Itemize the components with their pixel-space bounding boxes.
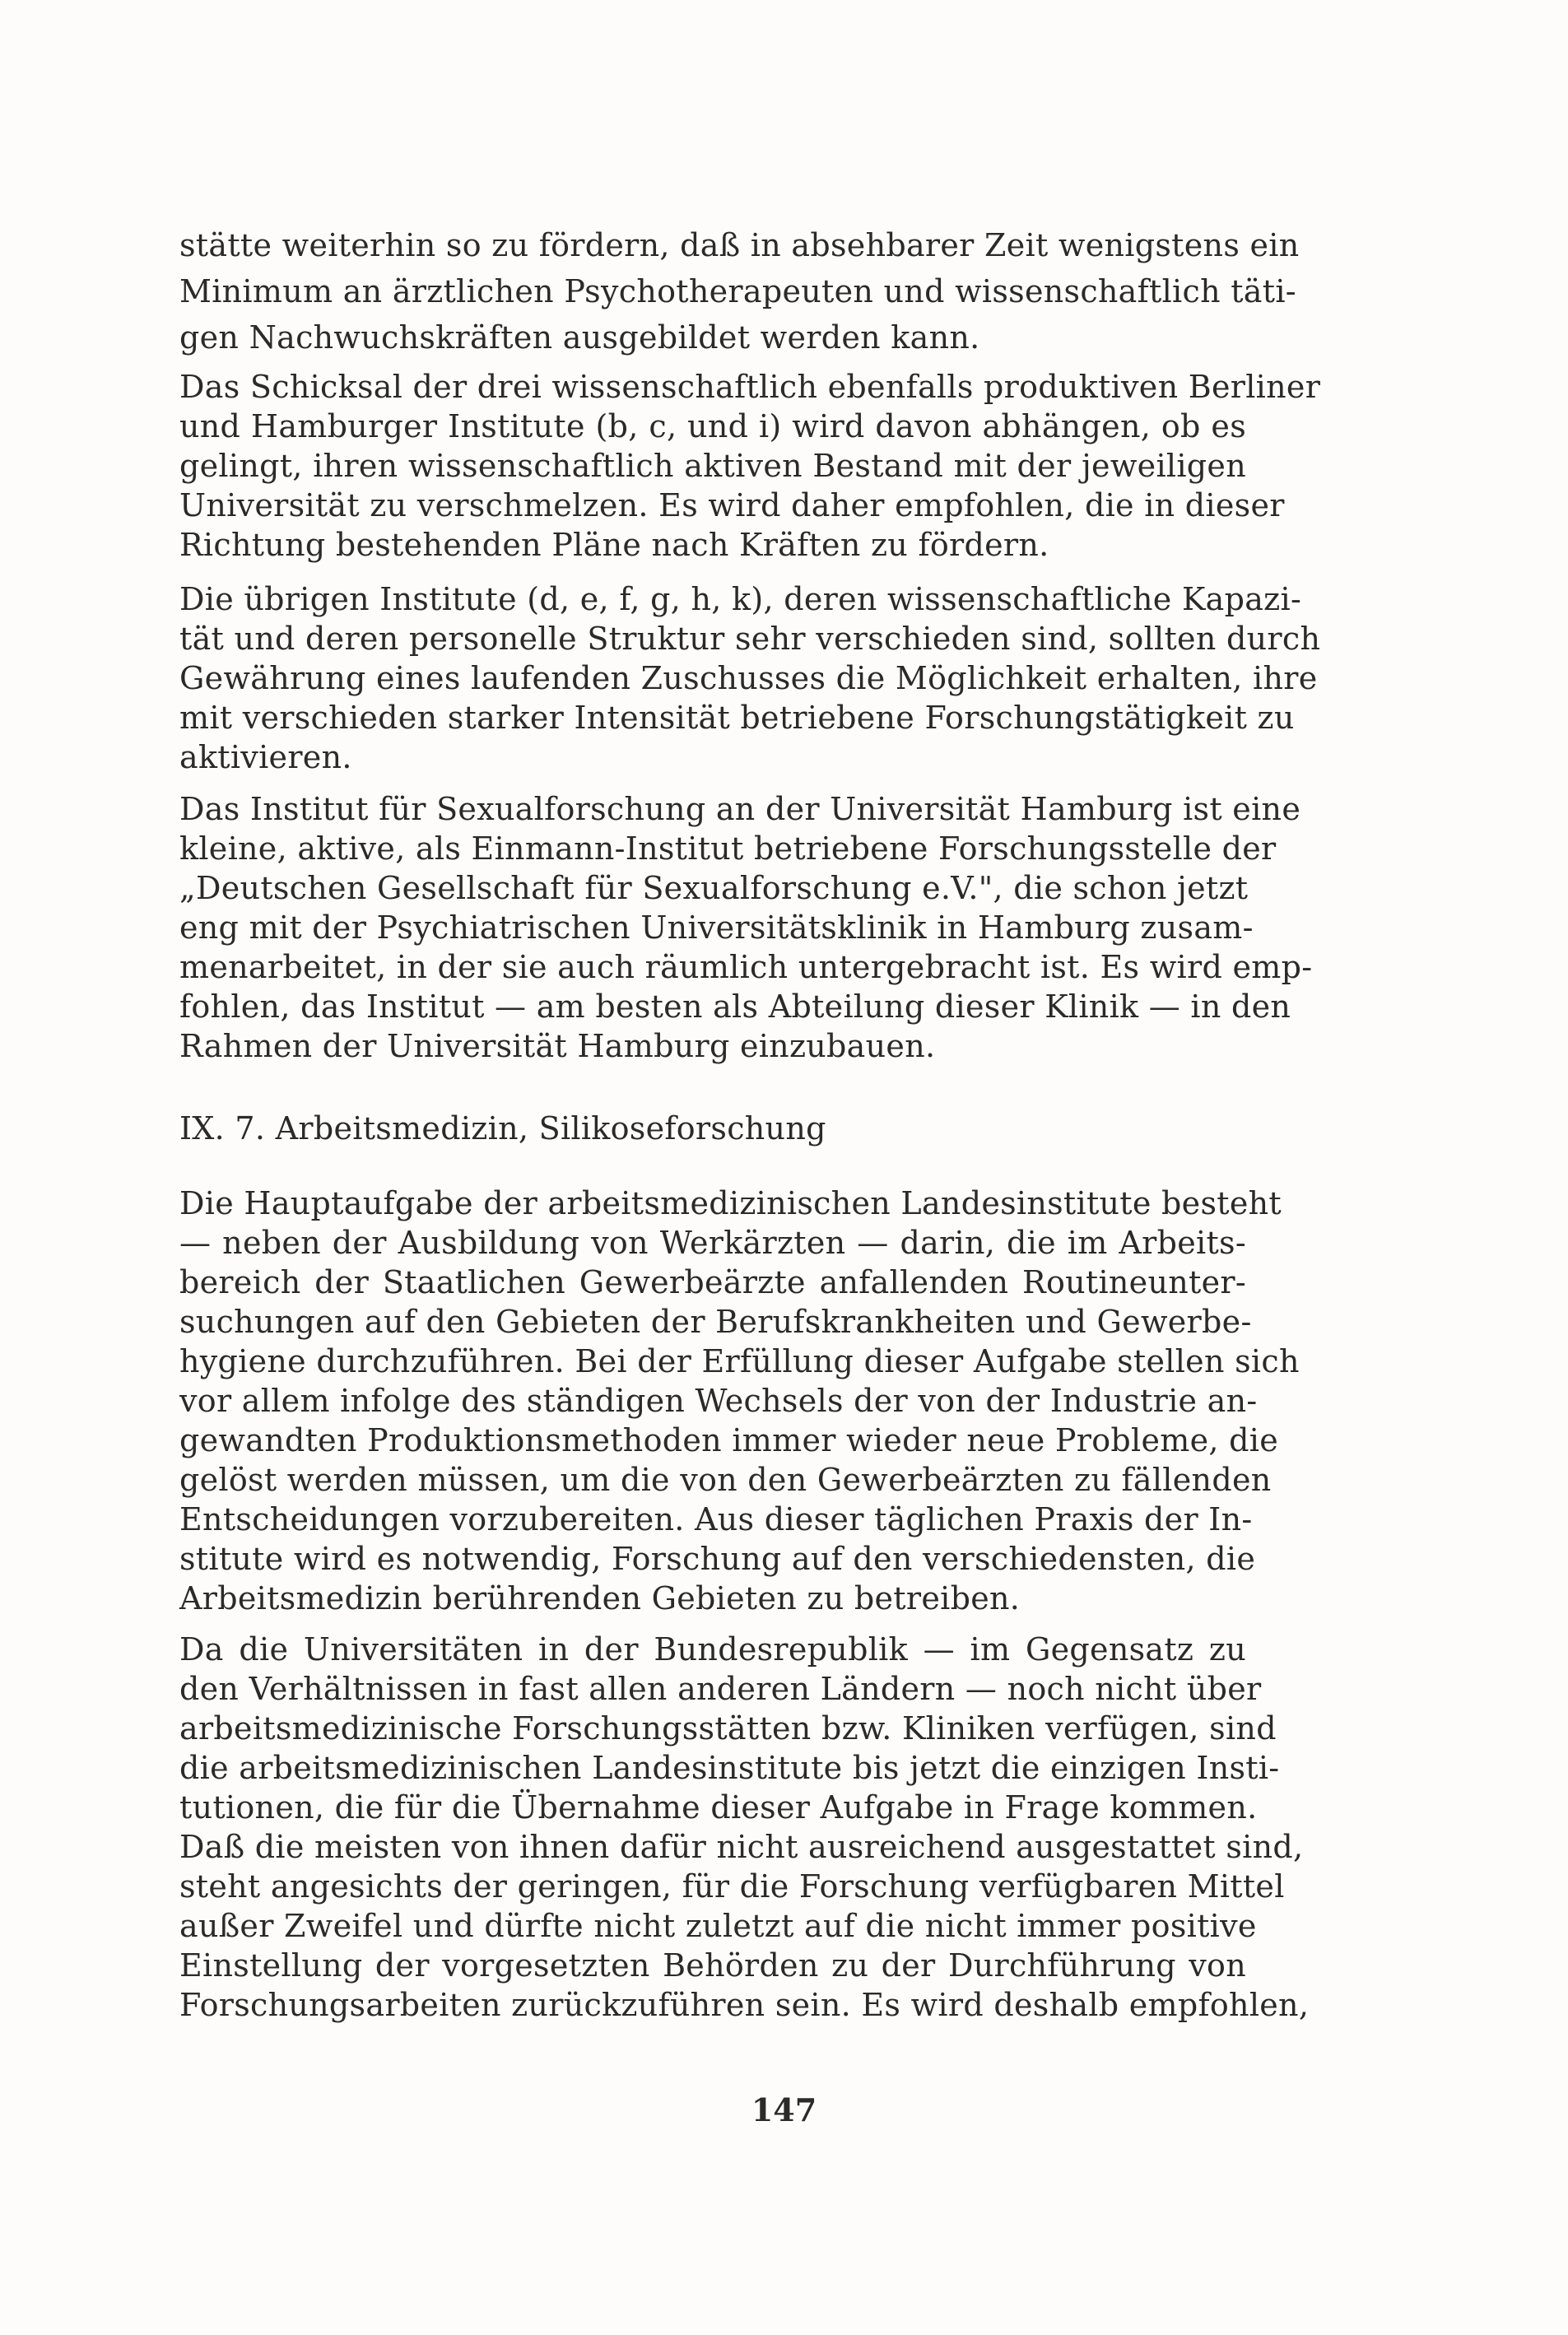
text-line: Universität zu verschmelzen. Es wird daher empfohlen, die in dieser (179, 487, 1285, 523)
text-line: eng mit der Psychiatrischen Universitätsklinik in Hamburg zusam- (179, 909, 1254, 946)
text-line: menarbeitet, in der sie auch räumlich untergebracht ist. Es wird emp- (179, 949, 1313, 985)
text-line: und Hamburger Institute (b, c, und i) wird davon abhängen, ob es (179, 408, 1246, 444)
text-line: Minimum an ärztlichen Psychotherapeuten und wissenschaftlich täti- (179, 273, 1296, 309)
text-line: die arbeitsmedizinischen Landesinstitute bis jetzt die einzigen Insti- (179, 1750, 1280, 1786)
text-line: — neben der Ausbildung von Werkärzten — darin, die im Arbeits- (179, 1225, 1246, 1261)
text-line: Entscheidungen vorzubereiten. Aus dieser täglichen Praxis der In- (179, 1501, 1253, 1537)
text-line: tät und deren personelle Struktur sehr verschieden sind, sollten durch (179, 621, 1321, 657)
text-line: gen Nachwuchskräften ausgebildet werden kann. (179, 319, 980, 356)
text-line: aktivieren. (179, 739, 352, 775)
text-line: Da die Universitäten in der Bundesrepublik — im Gegensatz zu (179, 1631, 1246, 1668)
text-line: steht angesichts der geringen, für die Forschung verfügbaren Mittel (179, 1868, 1285, 1905)
text-line: Richtung bestehenden Pläne nach Kräften zu fördern. (179, 527, 1049, 563)
page-number: 147 (751, 2091, 817, 2128)
text-line: hygiene durchzuführen. Bei der Erfüllung dieser Aufgabe stellen sich (179, 1343, 1300, 1379)
text-line: Das Schicksal der drei wissenschaftlich ebenfalls produktiven Berliner (179, 369, 1321, 405)
section-heading: IX. 7. Arbeitsmedizin, Silikoseforschung (179, 1110, 826, 1147)
text-line: Forschungsarbeiten zurückzuführen sein. Es wird deshalb empfohlen, (179, 1987, 1310, 2023)
text-line: Rahmen der Universität Hamburg einzubauen. (179, 1028, 936, 1064)
text-line: „Deutschen Gesellschaft für Sexualforschung e.V.", die schon jetzt (179, 870, 1249, 906)
text-line: gelöst werden müssen, um die von den Gewerbeärzten zu fällenden (179, 1462, 1272, 1498)
text-line: Arbeitsmedizin berührenden Gebieten zu betreiben. (179, 1580, 1021, 1616)
text-line: vor allem infolge des ständigen Wechsels der von der Industrie an- (179, 1383, 1258, 1419)
text-line: den Verhältnissen in fast allen anderen Ländern — noch nicht über (179, 1671, 1262, 1707)
text-line: mit verschieden starker Intensität betriebene Forschungstätigkeit zu (179, 700, 1295, 736)
text-line: Einstellung der vorgesetzten Behörden zu der Durchführung von (179, 1947, 1246, 1984)
text-line: Gewährung eines laufenden Zuschusses die Möglichkeit erhalten, ihre (179, 660, 1318, 696)
text-line: Das Institut für Sexualforschung an der Universität Hamburg ist eine (179, 791, 1301, 827)
text-line: außer Zweifel und dürfte nicht zuletzt auf die nicht immer positive (179, 1908, 1257, 1944)
text-line: gewandten Produktionsmethoden immer wieder neue Probleme, die (179, 1422, 1279, 1458)
text-line: stätte weiterhin so zu fördern, daß in absehbarer Zeit wenigstens ein (179, 227, 1300, 263)
text-line: fohlen, das Institut — am besten als Abteilung dieser Klinik — in den (179, 988, 1291, 1025)
text-line: gelingt, ihren wissenschaftlich aktiven Bestand mit der jeweiligen (179, 448, 1246, 484)
text-line: suchungen auf den Gebieten der Berufskrankheiten und Gewerbe- (179, 1304, 1252, 1340)
text-line: Die Hauptaufgabe der arbeitsmedizinischen Landesinstitute besteht (179, 1185, 1282, 1221)
text-line: tutionen, die für die Übernahme dieser Aufgabe in Frage kommen. (179, 1789, 1258, 1826)
text-line: kleine, aktive, als Einmann-Institut betriebene Forschungsstelle der (179, 830, 1277, 867)
text-line: stitute wird es notwendig, Forschung auf den verschiedensten, die (179, 1541, 1256, 1577)
text-line: Daß die meisten von ihnen dafür nicht ausreichend ausgestattet sind, (179, 1829, 1304, 1865)
text-line: Die übrigen Institute (d, e, f, g, h, k), deren wissenschaftliche Kapazi- (179, 581, 1302, 617)
text-line: bereich der Staatlichen Gewerbeärzte anfallenden Routineunter- (179, 1264, 1246, 1300)
text-line: arbeitsmedizinische Forschungsstätten bzw. Kliniken verfügen, sind (179, 1710, 1277, 1747)
